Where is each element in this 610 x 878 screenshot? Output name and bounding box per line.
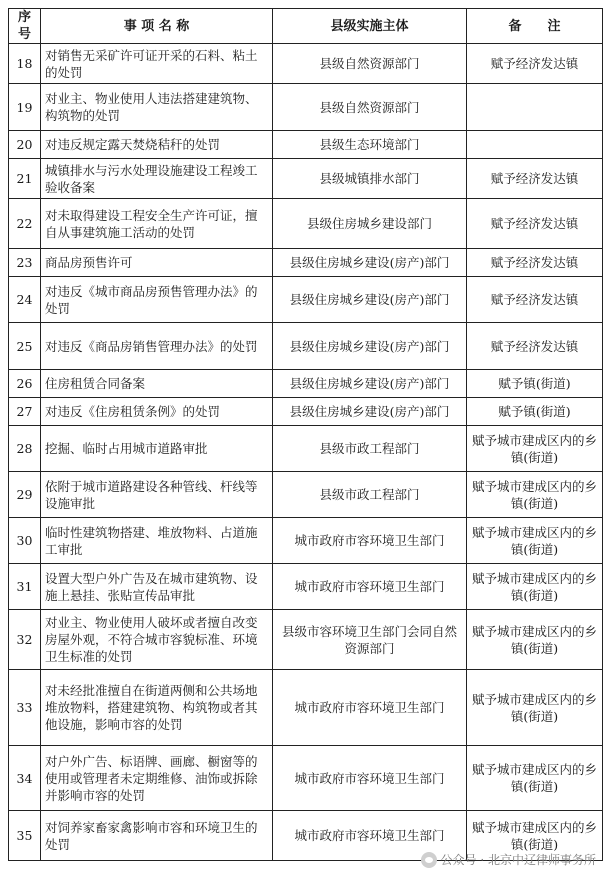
item-name-cell: 对违反《住房租赁条例》的处罚 bbox=[41, 398, 273, 426]
serial-number-cell: 33 bbox=[9, 670, 41, 746]
remarks-cell: 赋予镇(街道) bbox=[467, 398, 603, 426]
serial-number-cell: 34 bbox=[9, 746, 41, 811]
header-item-name: 事 项 名 称 bbox=[41, 9, 273, 44]
remarks-cell: 赋予城市建成区内的乡镇(街道) bbox=[467, 746, 603, 811]
county-agency-cell: 县级市容环境卫生部门会同自然资源部门 bbox=[273, 610, 467, 670]
table-row bbox=[9, 159, 603, 199]
serial-number-cell: 21 bbox=[9, 159, 41, 199]
item-name-cell: 挖掘、临时占用城市道路审批 bbox=[41, 426, 273, 472]
header-remarks: 备 注 bbox=[467, 9, 603, 44]
table-row bbox=[9, 249, 603, 277]
remarks-cell: 赋予城市建成区内的乡镇(街道) bbox=[467, 811, 603, 861]
county-agency-cell: 县级城镇排水部门 bbox=[273, 159, 467, 199]
serial-number-cell: 25 bbox=[9, 323, 41, 370]
table-row bbox=[9, 277, 603, 323]
item-name-cell: 对饲养家畜家禽影响市容和环境卫生的处罚 bbox=[41, 811, 273, 861]
remarks-cell bbox=[467, 84, 603, 131]
county-agency-cell: 县级生态环境部门 bbox=[273, 131, 467, 159]
county-agency-cell: 县级住房城乡建设(房产)部门 bbox=[273, 398, 467, 426]
remarks-cell bbox=[467, 131, 603, 159]
remarks-cell: 赋予城市建成区内的乡镇(街道) bbox=[467, 610, 603, 670]
item-name-cell: 对违反规定露天焚烧秸秆的处罚 bbox=[41, 131, 273, 159]
header-county-agency: 县级实施主体 bbox=[273, 9, 467, 44]
remarks-cell: 赋予城市建成区内的乡镇(街道) bbox=[467, 564, 603, 610]
serial-number-cell: 22 bbox=[9, 199, 41, 249]
item-name-cell: 对业主、物业使用人破坏或者擅自改变房屋外观，不符合城市容貌标准、环境卫生标准的处罚 bbox=[41, 610, 273, 670]
serial-number-cell: 24 bbox=[9, 277, 41, 323]
table-header-row bbox=[9, 9, 603, 44]
watermark-text: 公众号 · 北京中辽律师事务所 bbox=[440, 853, 596, 867]
county-agency-cell: 城市政府市容环境卫生部门 bbox=[273, 670, 467, 746]
county-agency-cell: 县级市政工程部门 bbox=[273, 426, 467, 472]
county-agency-cell: 县级自然资源部门 bbox=[273, 44, 467, 84]
county-agency-cell: 县级自然资源部门 bbox=[273, 84, 467, 131]
table-row bbox=[9, 610, 603, 670]
remarks-cell: 赋予镇(街道) bbox=[467, 370, 603, 398]
item-name-cell: 设置大型户外广告及在城市建筑物、设施上悬挂、张贴宣传品审批 bbox=[41, 564, 273, 610]
item-name-cell: 住房租赁合同备案 bbox=[41, 370, 273, 398]
county-agency-cell: 县级住房城乡建设(房产)部门 bbox=[273, 323, 467, 370]
remarks-cell: 赋予经济发达镇 bbox=[467, 159, 603, 199]
table-row bbox=[9, 518, 603, 564]
serial-number-cell: 18 bbox=[9, 44, 41, 84]
county-agency-cell: 城市政府市容环境卫生部门 bbox=[273, 518, 467, 564]
serial-number-cell: 30 bbox=[9, 518, 41, 564]
remarks-cell: 赋予城市建成区内的乡镇(街道) bbox=[467, 426, 603, 472]
remarks-cell: 赋予经济发达镇 bbox=[467, 277, 603, 323]
county-agency-cell: 城市政府市容环境卫生部门 bbox=[273, 746, 467, 811]
serial-number-cell: 19 bbox=[9, 84, 41, 131]
county-agency-cell: 县级住房城乡建设部门 bbox=[273, 199, 467, 249]
table-row bbox=[9, 670, 603, 746]
matters-table bbox=[8, 8, 603, 861]
table-row bbox=[9, 323, 603, 370]
item-name-cell: 依附于城市道路建设各种管线、杆线等设施审批 bbox=[41, 472, 273, 518]
wechat-icon bbox=[421, 852, 437, 868]
item-name-cell: 对销售无采矿许可证开采的石料、粘土的处罚 bbox=[41, 44, 273, 84]
table-row bbox=[9, 131, 603, 159]
serial-number-cell: 31 bbox=[9, 564, 41, 610]
item-name-cell: 对违反《城市商品房预售管理办法》的处罚 bbox=[41, 277, 273, 323]
table-row bbox=[9, 426, 603, 472]
remarks-cell: 赋予经济发达镇 bbox=[467, 323, 603, 370]
item-name-cell: 对未取得建设工程安全生产许可证，擅自从事建筑施工活动的处罚 bbox=[41, 199, 273, 249]
county-agency-cell: 城市政府市容环境卫生部门 bbox=[273, 564, 467, 610]
serial-number-cell: 35 bbox=[9, 811, 41, 861]
county-agency-cell: 县级市政工程部门 bbox=[273, 472, 467, 518]
serial-number-cell: 23 bbox=[9, 249, 41, 277]
remarks-cell: 赋予经济发达镇 bbox=[467, 44, 603, 84]
serial-number-cell: 27 bbox=[9, 398, 41, 426]
table-row bbox=[9, 44, 603, 84]
item-name-cell: 商品房预售许可 bbox=[41, 249, 273, 277]
item-name-cell: 城镇排水与污水处理设施建设工程竣工验收备案 bbox=[41, 159, 273, 199]
item-name-cell: 临时性建筑物搭建、堆放物料、占道施工审批 bbox=[41, 518, 273, 564]
table-row bbox=[9, 746, 603, 811]
item-name-cell: 对违反《商品房销售管理办法》的处罚 bbox=[41, 323, 273, 370]
item-name-cell: 对户外广告、标语牌、画廊、橱窗等的使用或管理者未定期维修、油饰或拆除并影响市容的处罚 bbox=[41, 746, 273, 811]
serial-number-cell: 32 bbox=[9, 610, 41, 670]
remarks-cell: 赋予经济发达镇 bbox=[467, 199, 603, 249]
header-serial-number: 序号 bbox=[9, 9, 41, 44]
table-row bbox=[9, 398, 603, 426]
table-row bbox=[9, 84, 603, 131]
serial-number-cell: 20 bbox=[9, 131, 41, 159]
serial-number-cell: 28 bbox=[9, 426, 41, 472]
remarks-cell: 赋予经济发达镇 bbox=[467, 249, 603, 277]
item-name-cell: 对未经批准擅自在街道两侧和公共场地堆放物料，搭建建筑物、构筑物或者其他设施，影响市容的处罚 bbox=[41, 670, 273, 746]
table-row bbox=[9, 564, 603, 610]
serial-number-cell: 29 bbox=[9, 472, 41, 518]
serial-number-cell: 26 bbox=[9, 370, 41, 398]
table-row bbox=[9, 370, 603, 398]
county-agency-cell: 县级住房城乡建设(房产)部门 bbox=[273, 249, 467, 277]
county-agency-cell: 县级住房城乡建设(房产)部门 bbox=[273, 370, 467, 398]
remarks-cell: 赋予城市建成区内的乡镇(街道) bbox=[467, 670, 603, 746]
remarks-cell: 赋予城市建成区内的乡镇(街道) bbox=[467, 518, 603, 564]
county-agency-cell: 城市政府市容环境卫生部门 bbox=[273, 811, 467, 861]
county-agency-cell: 县级住房城乡建设(房产)部门 bbox=[273, 277, 467, 323]
watermark bbox=[421, 851, 596, 868]
remarks-cell: 赋予城市建成区内的乡镇(街道) bbox=[467, 472, 603, 518]
item-name-cell: 对业主、物业使用人违法搭建建筑物、构筑物的处罚 bbox=[41, 84, 273, 131]
table-row bbox=[9, 199, 603, 249]
table-row bbox=[9, 472, 603, 518]
